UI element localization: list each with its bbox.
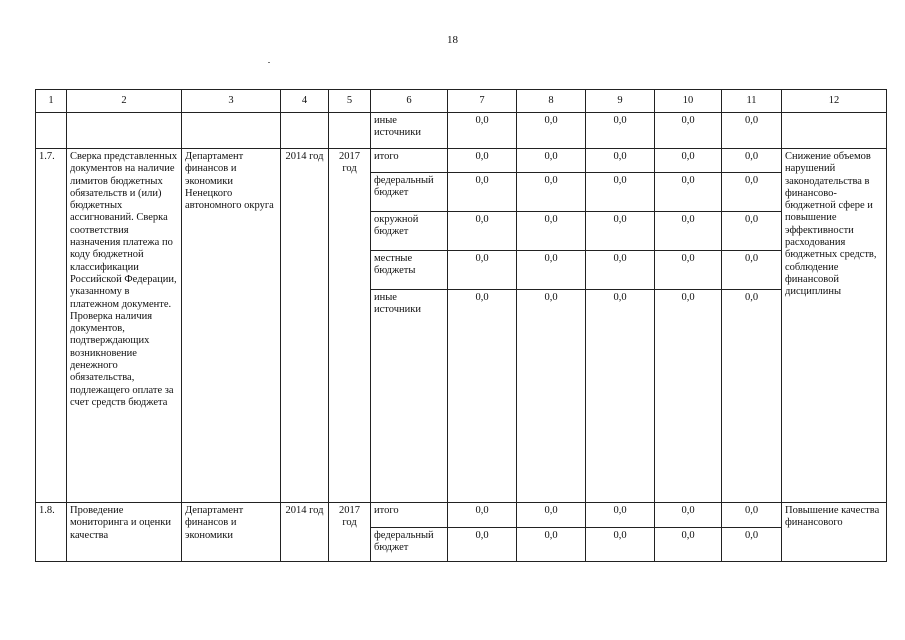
value-cell: 0,0 — [517, 503, 586, 528]
value-cell: 0,0 — [517, 251, 586, 290]
column-header: 12 — [782, 90, 887, 113]
table-row — [36, 149, 887, 173]
column-header: 11 — [722, 90, 782, 113]
table-row — [36, 503, 887, 528]
item-executor: Департамент финансов и экономики — [182, 503, 281, 562]
value-cell: 0,0 — [655, 149, 722, 173]
value-cell: 0,0 — [586, 173, 655, 212]
value-cell: 0,0 — [517, 528, 586, 562]
empty-cell — [67, 113, 182, 149]
funding-source: иные источники — [371, 113, 448, 149]
value-cell: 0,0 — [586, 528, 655, 562]
value-cell: 0,0 — [448, 149, 517, 173]
empty-cell — [281, 113, 329, 149]
item-result: Повышение качества финансового — [782, 503, 887, 562]
page-number: 18 — [447, 34, 458, 46]
value-cell: 0,0 — [586, 113, 655, 149]
value-cell: 0,0 — [448, 503, 517, 528]
value-cell: 0,0 — [448, 173, 517, 212]
empty-cell — [36, 113, 67, 149]
value-cell: 0,0 — [722, 149, 782, 173]
value-cell: 0,0 — [722, 173, 782, 212]
value-cell: 0,0 — [722, 290, 782, 503]
start-year: 2014 год — [281, 503, 329, 562]
column-header: 6 — [371, 90, 448, 113]
value-cell: 0,0 — [586, 503, 655, 528]
item-number: 1.7. — [36, 149, 67, 503]
value-cell: 0,0 — [655, 290, 722, 503]
empty-cell — [329, 113, 371, 149]
value-cell: 0,0 — [655, 173, 722, 212]
end-year: 2017 год — [329, 503, 371, 562]
value-cell: 0,0 — [722, 528, 782, 562]
funding-source: местные бюджеты — [371, 251, 448, 290]
column-header: 10 — [655, 90, 722, 113]
start-year: 2014 год — [281, 149, 329, 503]
table-row — [36, 113, 887, 149]
value-cell: 0,0 — [722, 212, 782, 251]
value-cell: 0,0 — [655, 503, 722, 528]
funding-source: федеральный бюджет — [371, 173, 448, 212]
value-cell: 0,0 — [517, 113, 586, 149]
value-cell: 0,0 — [722, 503, 782, 528]
value-cell: 0,0 — [586, 290, 655, 503]
budget-measures-table — [35, 89, 887, 562]
column-number-row — [36, 90, 887, 113]
funding-source: итого — [371, 503, 448, 528]
item-number: 1.8. — [36, 503, 67, 562]
value-cell: 0,0 — [655, 528, 722, 562]
funding-source: иные источники — [371, 290, 448, 503]
empty-cell — [782, 113, 887, 149]
scan-speck — [268, 62, 270, 63]
value-cell: 0,0 — [655, 113, 722, 149]
empty-cell — [182, 113, 281, 149]
end-year: 2017 год — [329, 149, 371, 503]
column-header: 1 — [36, 90, 67, 113]
value-cell: 0,0 — [448, 212, 517, 251]
value-cell: 0,0 — [586, 149, 655, 173]
item-name: Проведение мониторинга и оценки качества — [67, 503, 182, 562]
item-executor: Департамент финансов и экономики Ненецкого автономного округа — [182, 149, 281, 503]
value-cell: 0,0 — [517, 173, 586, 212]
column-header: 8 — [517, 90, 586, 113]
value-cell: 0,0 — [655, 251, 722, 290]
value-cell: 0,0 — [722, 251, 782, 290]
value-cell: 0,0 — [722, 113, 782, 149]
value-cell: 0,0 — [448, 251, 517, 290]
item-name: Сверка представленных документов на наличие лимитов бюджетных обязательств и (или) бюджетных ассигнований. Сверка соответствия назначения платежа по коду бюджетной классификации Российской Федерации, указанному в платежном документе. Проверка наличия документов, подтверждающих возникновение денежного обязательства, подлежащего оплате за счет средств бюджета — [67, 149, 182, 503]
value-cell: 0,0 — [586, 212, 655, 251]
item-result: Снижение объемов нарушений законодательства в финансово-бюджетной сфере и повышение эффективности расходования бюджетных средств, соблюдение финансовой дисциплины — [782, 149, 887, 503]
value-cell: 0,0 — [517, 212, 586, 251]
value-cell: 0,0 — [586, 251, 655, 290]
funding-source: федеральный бюджет — [371, 528, 448, 562]
column-header: 4 — [281, 90, 329, 113]
column-header: 2 — [67, 90, 182, 113]
value-cell: 0,0 — [517, 149, 586, 173]
funding-source: итого — [371, 149, 448, 173]
column-header: 7 — [448, 90, 517, 113]
value-cell: 0,0 — [655, 212, 722, 251]
column-header: 9 — [586, 90, 655, 113]
value-cell: 0,0 — [517, 290, 586, 503]
column-header: 5 — [329, 90, 371, 113]
value-cell: 0,0 — [448, 528, 517, 562]
value-cell: 0,0 — [448, 113, 517, 149]
funding-source: окружной бюджет — [371, 212, 448, 251]
column-header: 3 — [182, 90, 281, 113]
value-cell: 0,0 — [448, 290, 517, 503]
